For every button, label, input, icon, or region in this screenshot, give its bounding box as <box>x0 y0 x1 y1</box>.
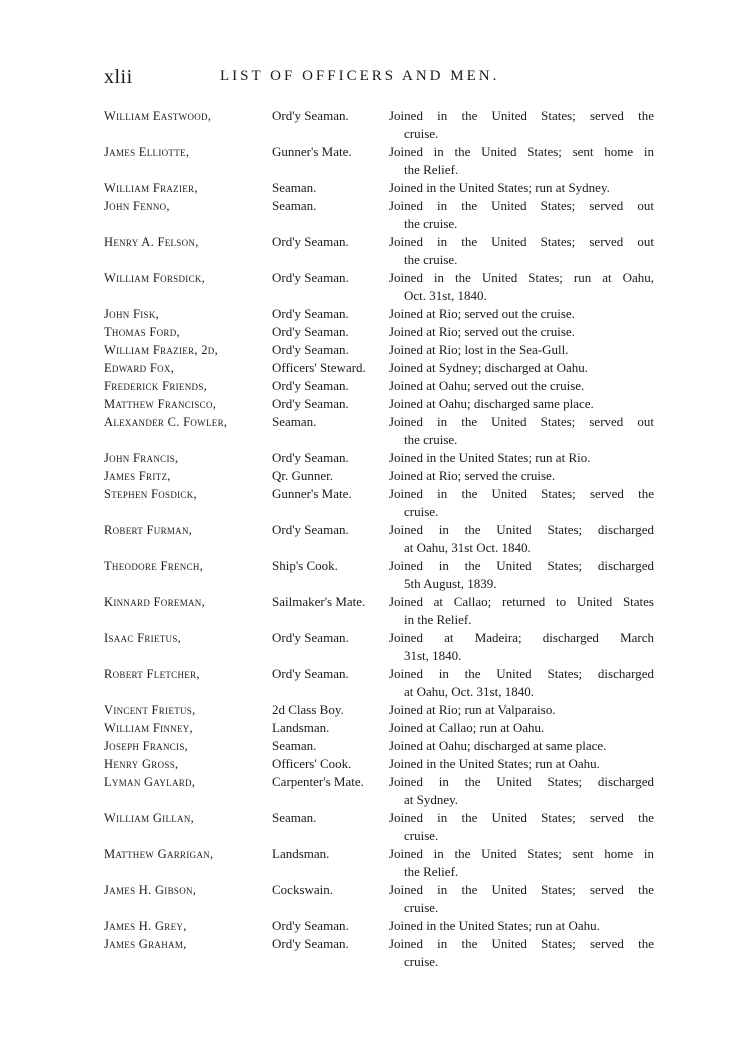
remark-line: Joined at Sydney; discharged at Oahu. <box>389 360 589 375</box>
list-item <box>0 773 750 809</box>
crew-remark <box>389 701 654 719</box>
list-item <box>0 179 750 197</box>
crew-name: Stephen Fosdick, <box>104 487 197 501</box>
crew-name: William Frazier, 2d, <box>104 343 218 357</box>
crew-rank: Officers' Cook. <box>272 756 352 771</box>
remark-continuation: 31st, 1840. <box>404 648 462 663</box>
remark-line: Joined at Oahu; discharged same place. <box>389 396 594 411</box>
crew-rank: 2d Class Boy. <box>272 702 344 717</box>
list-item <box>0 305 750 323</box>
crew-name: William Gillan, <box>104 811 195 825</box>
crew-name: John Francis, <box>104 451 179 465</box>
list-item <box>0 143 750 179</box>
list-item <box>0 521 750 557</box>
remark-line: Joined at Rio; served out the cruise. <box>389 306 575 321</box>
crew-name: Robert Fletcher, <box>104 667 200 681</box>
remark-line: Joined in the United States; run at Rio. <box>389 450 591 465</box>
remark-line: Joined at Callao; run at Oahu. <box>389 720 545 735</box>
list-item <box>0 719 750 737</box>
list-item <box>0 323 750 341</box>
crew-remark <box>389 881 654 917</box>
crew-name: Matthew Garrigan, <box>104 847 214 861</box>
crew-remark <box>389 593 654 629</box>
crew-name: William Forsdick, <box>104 271 206 285</box>
remark-continuation: at Oahu, 31st Oct. 1840. <box>404 540 531 555</box>
remark-continuation: the cruise. <box>404 432 458 447</box>
crew-name: James H. Gibson, <box>104 883 197 897</box>
crew-rank: Cockswain. <box>272 882 334 897</box>
crew-name: Henry Gross, <box>104 757 179 771</box>
list-item <box>0 881 750 917</box>
remark-line: Joined in the United States; discharged <box>389 522 654 537</box>
remark-continuation: in the Relief. <box>404 612 472 627</box>
remark-line: Joined in the United States; served the <box>389 810 654 825</box>
list-item <box>0 269 750 305</box>
crew-rank: Landsman. <box>272 720 330 735</box>
crew-rank: Seaman. <box>272 180 317 195</box>
list-item <box>0 755 750 773</box>
crew-rank: Ord'y Seaman. <box>272 378 349 393</box>
remark-line: Joined in the United States; run at Oahu. <box>389 918 600 933</box>
crew-rank: Ord'y Seaman. <box>272 666 349 681</box>
remark-continuation: 5th August, 1839. <box>404 576 497 591</box>
crew-remark <box>389 521 654 557</box>
list-item <box>0 197 750 233</box>
crew-rank: Ord'y Seaman. <box>272 450 349 465</box>
crew-remark <box>389 359 654 377</box>
crew-name: Kinnard Foreman, <box>104 595 206 609</box>
crew-remark <box>389 143 654 179</box>
crew-rank: Ord'y Seaman. <box>272 324 349 339</box>
list-item <box>0 935 750 971</box>
list-item <box>0 467 750 485</box>
crew-remark <box>389 341 654 359</box>
crew-name: James H. Grey, <box>104 919 187 933</box>
crew-remark <box>389 179 654 197</box>
list-item <box>0 107 750 143</box>
crew-remark <box>389 377 654 395</box>
crew-rank: Carpenter's Mate. <box>272 774 364 789</box>
crew-remark <box>389 719 654 737</box>
remark-line: Joined at Madeira; discharged March <box>389 630 654 645</box>
running-title: LIST OF OFFICERS AND MEN. <box>220 68 500 84</box>
list-item <box>0 233 750 269</box>
remark-continuation: cruise. <box>404 504 439 519</box>
crew-rank: Ord'y Seaman. <box>272 918 349 933</box>
remark-line: Joined at Rio; lost in the Sea-Gull. <box>389 342 569 357</box>
crew-remark <box>389 449 654 467</box>
list-item <box>0 395 750 413</box>
list-item <box>0 377 750 395</box>
remark-line: Joined at Rio; served out the cruise. <box>389 324 575 339</box>
crew-rank: Landsman. <box>272 846 330 861</box>
list-item <box>0 665 750 701</box>
crew-rank: Sailmaker's Mate. <box>272 594 366 609</box>
crew-remark <box>389 305 654 323</box>
crew-rank: Seaman. <box>272 414 317 429</box>
remark-line: Joined in the United States; discharged <box>389 774 654 789</box>
crew-name: Theodore French, <box>104 559 204 573</box>
crew-rank: Ord'y Seaman. <box>272 234 349 249</box>
list-item <box>0 629 750 665</box>
remark-line: Joined in the United States; run at Oahu. <box>389 756 600 771</box>
remark-continuation: the cruise. <box>404 252 458 267</box>
crew-rank: Ship's Cook. <box>272 558 338 573</box>
crew-name: Henry A. Felson, <box>104 235 199 249</box>
remark-continuation: cruise. <box>404 900 439 915</box>
crew-rank: Qr. Gunner. <box>272 468 334 483</box>
crew-rank: Ord'y Seaman. <box>272 306 349 321</box>
crew-remark <box>389 269 654 305</box>
crew-rank: Seaman. <box>272 738 317 753</box>
list-item <box>0 737 750 755</box>
crew-name: James Elliotte, <box>104 145 190 159</box>
crew-name: James Graham, <box>104 937 187 951</box>
crew-name: John Fisk, <box>104 307 160 321</box>
crew-name: William Finney, <box>104 721 193 735</box>
crew-rank: Ord'y Seaman. <box>272 630 349 645</box>
crew-rank: Ord'y Seaman. <box>272 522 349 537</box>
crew-remark <box>389 845 654 881</box>
crew-name: Matthew Francisco, <box>104 397 217 411</box>
remark-line: Joined in the United States; discharged <box>389 558 654 573</box>
crew-rank: Officers' Steward. <box>272 360 366 375</box>
crew-remark <box>389 233 654 269</box>
list-item <box>0 917 750 935</box>
remark-line: Joined in the United States; run at Sydney. <box>389 180 610 195</box>
list-item <box>0 341 750 359</box>
list-item <box>0 557 750 593</box>
remark-continuation: the Relief. <box>404 864 459 879</box>
crew-rank: Gunner's Mate. <box>272 486 352 501</box>
remark-line: Joined at Rio; run at Valparaiso. <box>389 702 556 717</box>
crew-remark <box>389 467 654 485</box>
crew-name: Isaac Frietus, <box>104 631 182 645</box>
crew-remark <box>389 809 654 845</box>
list-item <box>0 485 750 521</box>
crew-name: Edward Fox, <box>104 361 175 375</box>
crew-remark <box>389 395 654 413</box>
crew-rank: Ord'y Seaman. <box>272 270 349 285</box>
list-item <box>0 845 750 881</box>
remark-continuation: at Oahu, Oct. 31st, 1840. <box>404 684 534 699</box>
crew-name: Joseph Francis, <box>104 739 189 753</box>
crew-remark <box>389 413 654 449</box>
crew-remark <box>389 107 654 143</box>
crew-name: Thomas Ford, <box>104 325 180 339</box>
crew-rank: Ord'y Seaman. <box>272 108 349 123</box>
crew-name: John Fenno, <box>104 199 170 213</box>
remark-continuation: cruise. <box>404 954 439 969</box>
crew-list <box>0 107 750 971</box>
crew-remark <box>389 665 654 701</box>
crew-name: Vincent Frietus, <box>104 703 196 717</box>
crew-name: Alexander C. Fowler, <box>104 415 228 429</box>
crew-remark <box>389 737 654 755</box>
crew-rank: Seaman. <box>272 810 317 825</box>
remark-line: Joined in the United States; run at Oahu, <box>389 270 654 285</box>
list-item <box>0 593 750 629</box>
crew-remark <box>389 485 654 521</box>
remark-continuation: at Sydney. <box>404 792 459 807</box>
crew-rank: Gunner's Mate. <box>272 144 352 159</box>
list-item <box>0 359 750 377</box>
list-item <box>0 449 750 467</box>
remark-line: Joined at Oahu; served out the cruise. <box>389 378 585 393</box>
list-item <box>0 413 750 449</box>
crew-rank: Ord'y Seaman. <box>272 396 349 411</box>
crew-name: James Fritz, <box>104 469 171 483</box>
crew-name: William Eastwood, <box>104 109 212 123</box>
list-item <box>0 809 750 845</box>
remark-line: Joined at Rio; served the cruise. <box>389 468 556 483</box>
crew-remark <box>389 629 654 665</box>
crew-rank: Ord'y Seaman. <box>272 342 349 357</box>
remark-continuation: Oct. 31st, 1840. <box>404 288 487 303</box>
remark-line: Joined in the United States; served out <box>389 414 654 429</box>
remark-line: Joined in the United States; served the <box>389 108 654 123</box>
crew-remark <box>389 935 654 971</box>
crew-remark <box>389 557 654 593</box>
remark-continuation: the Relief. <box>404 162 459 177</box>
remark-continuation: cruise. <box>404 126 439 141</box>
remark-line: Joined in the United States; served out <box>389 198 654 213</box>
remark-line: Joined in the United States; served the <box>389 936 654 951</box>
remark-line: Joined in the United States; served the <box>389 882 654 897</box>
remark-line: Joined in the United States; discharged <box>389 666 654 681</box>
crew-remark <box>389 773 654 809</box>
crew-rank: Ord'y Seaman. <box>272 936 349 951</box>
remark-line: Joined in the United States; served out <box>389 234 654 249</box>
remark-continuation: cruise. <box>404 828 439 843</box>
remark-line: Joined in the United States; sent home in <box>389 846 654 861</box>
crew-name: Robert Furman, <box>104 523 193 537</box>
crew-remark <box>389 197 654 233</box>
remark-line: Joined in the United States; sent home in <box>389 144 654 159</box>
remark-line: Joined in the United States; served the <box>389 486 654 501</box>
remark-line: Joined at Callao; returned to United States <box>389 594 654 609</box>
crew-name: William Frazier, <box>104 181 198 195</box>
crew-name: Frederick Friends, <box>104 379 208 393</box>
page-number: xlii <box>104 66 133 88</box>
crew-rank: Seaman. <box>272 198 317 213</box>
list-item <box>0 701 750 719</box>
crew-remark <box>389 323 654 341</box>
crew-remark <box>389 917 654 935</box>
crew-name: Lyman Gaylard, <box>104 775 196 789</box>
page-header <box>104 66 664 90</box>
crew-remark <box>389 755 654 773</box>
remark-continuation: the cruise. <box>404 216 458 231</box>
remark-line: Joined at Oahu; discharged at same place. <box>389 738 607 753</box>
